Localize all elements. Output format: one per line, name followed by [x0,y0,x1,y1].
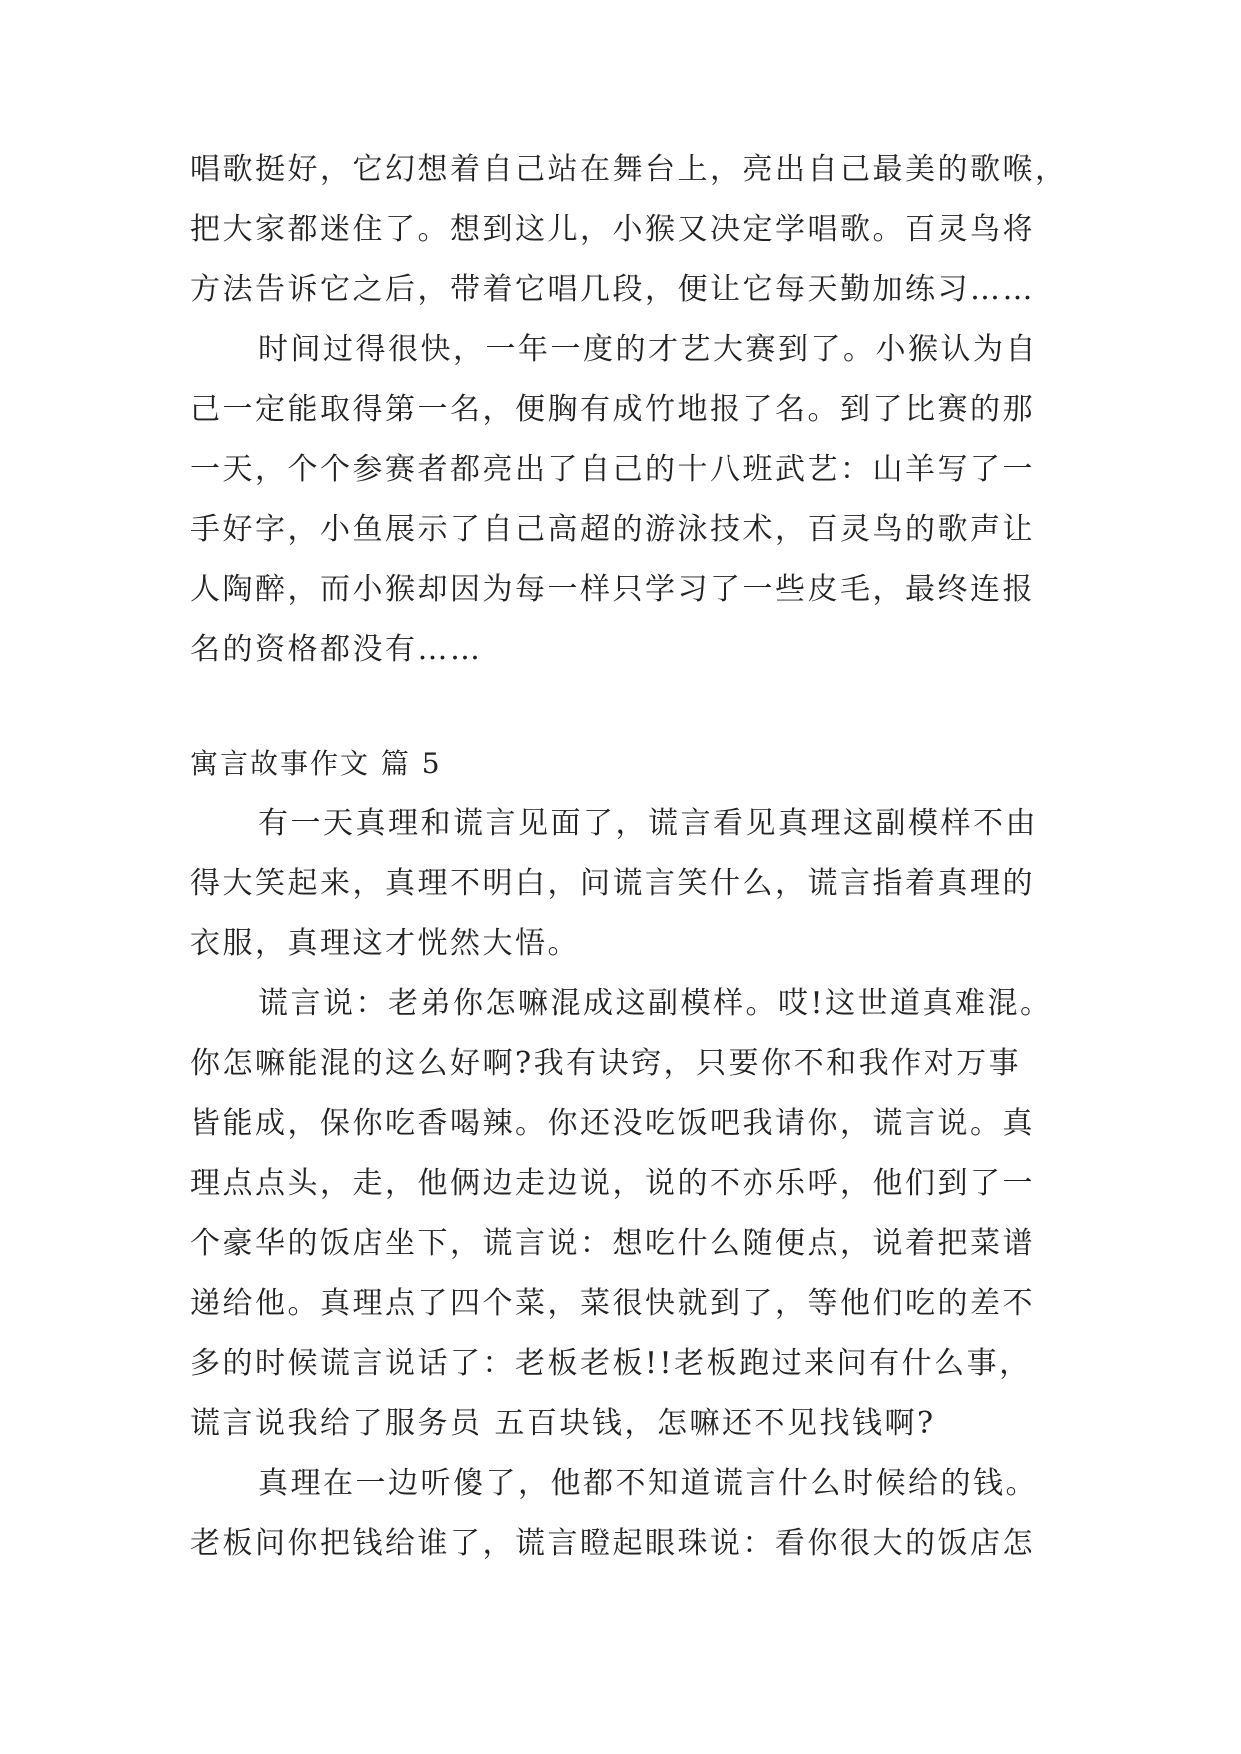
text-line: 真理在一边听傻了，他都不知道谎言什么时候给的钱。 [258,1466,1038,1501]
text-line: 递给他。真理点了四个菜，菜很快就到了，等他们吃的差不 [190,1286,1035,1321]
section-heading: 寓言故事作文 篇 5 [190,747,442,780]
text-line: 衣服，真理这才恍然大悟。 [190,926,580,961]
text-line: 个豪华的饭店坐下，谎言说：想吃什么随便点，说着把菜谱 [190,1226,1035,1261]
text-line: 人陶醉，而小猴却因为每一样只学习了一些皮毛，最终连报 [190,572,1035,607]
text-line: 得大笑起来，真理不明白，问谎言笑什么，谎言指着真理的 [190,866,1035,901]
text-line: 老板问你把钱给谁了，谎言瞪起眼珠说：看你很大的饭店怎 [190,1526,1035,1561]
text-line: 己一定能取得第一名，便胸有成竹地报了名。到了比赛的那 [190,392,1035,427]
text-line: 谎言说：老弟你怎嘛混成这副模样。哎!这世道真难混。 [258,986,1053,1021]
text-line: 唱歌挺好，它幻想着自己站在舞台上，亮出自己最美的歌喉， [190,152,1068,187]
text-line: 名的资格都没有…… [190,632,483,667]
text-line: 方法告诉它之后，带着它唱几段，便让它每天勤加练习…… [190,272,1035,307]
text-line: 皆能成，保你吃香喝辣。你还没吃饭吧我请你，谎言说。真 [190,1106,1035,1141]
text-line: 谎言说我给了服务员 五百块钱，怎嘛还不见找钱啊? [190,1406,936,1441]
text-line: 把大家都迷住了。想到这儿，小猴又决定学唱歌。百灵鸟将 [190,212,1035,247]
text-line: 有一天真理和谎言见面了，谎言看见真理这副模样不由 [258,806,1038,841]
text-line: 一天，个个参赛者都亮出了自己的十八班武艺：山羊写了一 [190,452,1035,487]
text-line: 你怎嘛能混的这么好啊?我有诀窍，只要你不和我作对万事 [190,1046,1022,1081]
text-line: 手好字，小鱼展示了自己高超的游泳技术，百灵鸟的歌声让 [190,512,1035,547]
text-line: 理点点头，走，他俩边走边说，说的不亦乐呼，他们到了一 [190,1166,1035,1201]
text-line: 时间过得很快，一年一度的才艺大赛到了。小猴认为自 [258,332,1038,367]
text-line: 多的时候谎言说话了：老板老板!!老板跑过来问有什么事， [190,1346,1032,1381]
